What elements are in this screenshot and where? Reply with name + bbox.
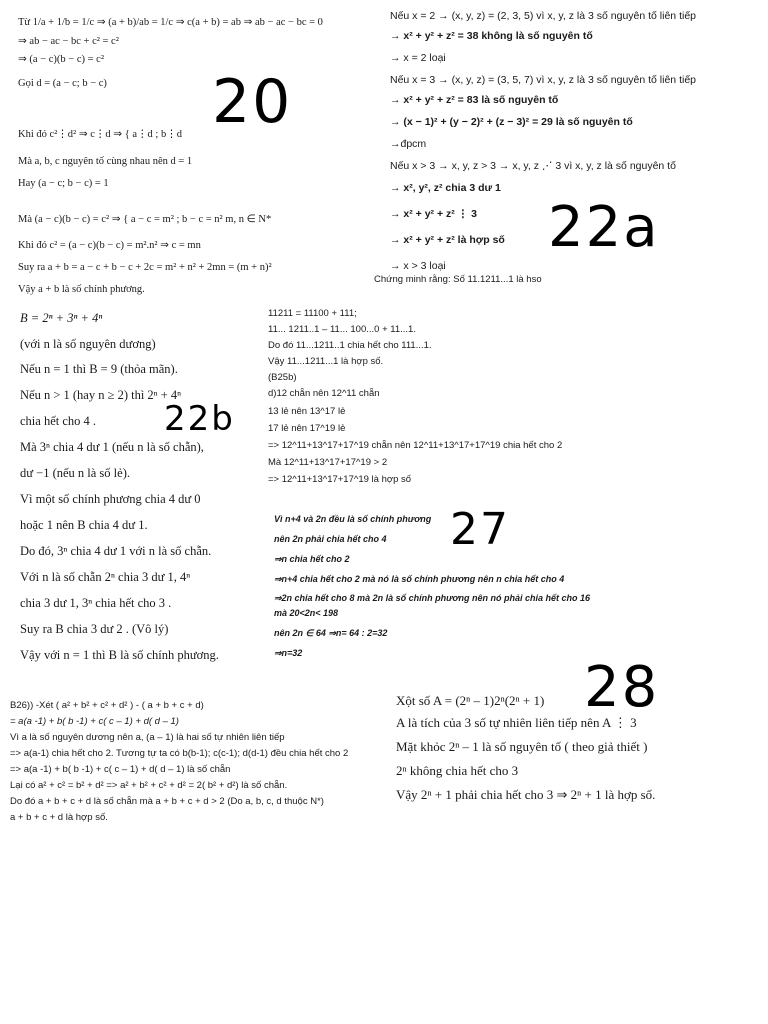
- text-line: Mặt khỏc 2ⁿ – 1 là số nguyên tố ( theo giả thiết ): [396, 740, 648, 754]
- text-line: => 12^11+13^17+17^19 là hợp số: [268, 474, 412, 485]
- solution-20: [18, 10, 378, 302]
- text-line: => a(a -1) + b( b -1) + c( c – 1) + d( d – 1) là số chẵn: [10, 764, 231, 775]
- text-line: ⇒ ab − ac − bc + c² = c²: [18, 36, 119, 47]
- text-line: nên 2n phải chia hết cho 4: [274, 534, 387, 544]
- text-line: Vì n+4 và 2n đều là số chính phương: [274, 514, 432, 524]
- solution-26: [10, 700, 380, 828]
- text-line: → x² + y² + z² là hợp số: [390, 234, 505, 246]
- text-line: (B25b): [268, 372, 297, 383]
- text-line: chia 3 dư 1, 3ⁿ chia hết cho 3 .: [20, 597, 172, 610]
- text-line: 11... 1211..1 – 11... 100...0 + 11...1.: [268, 324, 416, 335]
- text-line: Nếu n = 1 thì B = 9 (thỏa mãn).: [20, 363, 178, 376]
- text-line: chia hết cho 4 .: [20, 415, 97, 428]
- text-line: Vậy 11...1211...1 là hợp số.: [268, 356, 384, 367]
- text-line: 17 lẻ nên 17^19 lẻ: [268, 423, 346, 434]
- solution-25: [268, 308, 758, 491]
- handwritten-label-22b: 22b: [164, 399, 235, 439]
- text-line: → x² + y² + z² = 83 là số nguyên tố: [390, 94, 559, 106]
- text-line: → x², y², z² chia 3 dư 1: [390, 182, 501, 194]
- handwritten-label-27: 27: [450, 504, 510, 555]
- text-line: → x² + y² + z² = 38 không là số nguyên tố: [390, 30, 593, 42]
- text-line: 11211 = 11100 + 111;: [268, 308, 357, 319]
- text-line: → x² + y² + z² ⋮ 3: [390, 208, 477, 220]
- text-line: Lại có a² + c² = b² + d² => a² + b² + c² + d² = 2( b² + d²) là số chẵn.: [10, 780, 288, 791]
- text-line: Hay (a − c; b − c) = 1: [18, 178, 109, 189]
- text-line: → x = 2 loại: [390, 52, 446, 64]
- text-line: Do đó, 3ⁿ chia 4 dư 1 với n là số chẵn.: [20, 545, 212, 558]
- solution-27: [274, 514, 618, 666]
- text-line: Khi đó c² = (a − c)(b − c) = m².n² ⇒ c = mn: [18, 240, 201, 251]
- text-line: Nếu x = 3 → (x, y, z) = (3, 5, 7) vì x, y, z là 3 số nguyên tố liên tiếp: [390, 74, 696, 86]
- text-line: Do đó a + b + c + d là số chẵn mà a + b + c + d > 2 (Do a, b, c, d thuộc N*): [10, 796, 324, 807]
- text-line: Suy ra B chia 3 dư 2 . (Vô lý): [20, 623, 169, 636]
- text-line: A là tích của 3 số tự nhiên liên tiếp nên A ⋮ 3: [396, 716, 637, 730]
- text-line: → (x − 1)² + (y − 2)² + (z − 3)² = 29 là số nguyên tố: [390, 116, 633, 128]
- text-line: dư −1 (nếu n là số lẻ).: [20, 467, 130, 480]
- text-line: ⇒n=32: [274, 648, 303, 658]
- text-line: d)12 chẵn nên 12^11 chẵn: [268, 388, 380, 399]
- text-line: (với n là số nguyên dương): [20, 338, 156, 351]
- text-line: a + b + c + d là hợp số.: [10, 812, 108, 823]
- text-line: ⇒n chia hết cho 2: [274, 554, 350, 564]
- text-line: Từ 1/a + 1/b = 1/c ⇒ (a + b)/ab = 1/c ⇒ c(a + b) = ab ⇒ ab − ac − bc = 0: [18, 17, 323, 28]
- text-line: Vì một số chính phương chia 4 dư 0: [20, 493, 201, 506]
- text-line: Vì a là số nguyên dương nên a, (a – 1) là hai số tự nhiên liên tiếp: [10, 732, 285, 743]
- handwritten-label-22a: 22a: [548, 195, 660, 260]
- text-line: => 12^11+13^17+17^19 chẵn nên 12^11+13^17+17^19 chia hết cho 2: [268, 440, 563, 451]
- proof-statement: Chứng minh rằng: Số 11.1211...1 là hso: [374, 274, 542, 285]
- text-line: Vậy 2ⁿ + 1 phải chia hết cho 3 ⇒ 2ⁿ + 1 là hợp số.: [396, 788, 656, 802]
- text-line: => a(a-1) chia hết cho 2. Tương tự ta có b(b-1); c(c-1); d(d-1) đều chia hết cho 2: [10, 748, 349, 759]
- text-line: = a(a -1) + b( b -1) + c( c – 1) + d( d – 1): [10, 716, 179, 727]
- text-line: ⇒n+4 chia hết cho 2 mà nó là số chính phương nên n chia hết cho 4: [274, 574, 565, 584]
- handwritten-label-20: 20: [212, 67, 293, 137]
- text-line: Nếu x > 3 → x, y, z > 3 → x, y, z ⋰ 3 vì x, y, z là số nguyên tố: [390, 160, 676, 172]
- text-line: hoặc 1 nên B chia 4 dư 1.: [20, 519, 148, 532]
- text-line: Xột số A = (2ⁿ – 1)2ⁿ(2ⁿ + 1): [396, 693, 545, 708]
- text-line: nên 2n ∈ 64 ⇒n= 64 : 2=32: [274, 628, 388, 638]
- text-line: 2ⁿ không chia hết cho 3: [396, 764, 519, 778]
- text-line: →đpcm: [390, 138, 427, 150]
- handwritten-label-28: 28: [584, 655, 660, 720]
- text-line: mà 20<2n< 198: [274, 608, 339, 618]
- text-line: Mà 12^11+13^17+17^19 > 2: [268, 457, 388, 468]
- text-line: Nếu n > 1 (hay n ≥ 2) thì 2ⁿ + 4ⁿ: [20, 389, 182, 402]
- text-line: Mà (a − c)(b − c) = c² ⇒ { a − c = m² ; b − c = n² m, n ∈ N*: [18, 214, 272, 225]
- text-line: Nếu x = 2 → (x, y, z) = (2, 3, 5) vì x, y, z là 3 số nguyên tố liên tiếp: [390, 10, 696, 22]
- text-line: Vậy a + b là số chính phương.: [18, 284, 145, 295]
- text-line: Mà a, b, c nguyên tố cùng nhau nên d = 1: [18, 156, 193, 167]
- text-line: B26)) -Xét ( a² + b² + c² + d² ) - ( a + b + c + d): [10, 700, 204, 711]
- solution-22b: [20, 312, 268, 675]
- text-line: → x > 3 loại: [390, 260, 446, 272]
- text-line: Với n là số chẵn 2ⁿ chia 3 dư 1, 4ⁿ: [20, 571, 191, 584]
- text-line: Do đó 11...1211..1 chia hết cho 111...1.: [268, 340, 432, 351]
- text-line: Suy ra a + b = a − c + b − c + 2c = m² + n² + 2mn = (m + n)²: [18, 262, 272, 273]
- text-line: Mà 3ⁿ chia 4 dư 1 (nếu n là số chẵn),: [20, 441, 204, 454]
- text-line: Khi đó c²⋮d² ⇒ c⋮d ⇒ { a⋮d ; b⋮d: [18, 129, 182, 140]
- text-line: Vậy với n = 1 thì B là số chính phương.: [20, 649, 219, 662]
- solution-28: [396, 686, 756, 812]
- text-line: Gọi d = (a − c; b − c): [18, 78, 107, 89]
- text-line: ⇒ (a − c)(b − c) = c²: [18, 54, 104, 65]
- text-line: B = 2ⁿ + 3ⁿ + 4ⁿ: [20, 312, 103, 325]
- text-line: 13 lẻ nên 13^17 lẻ: [268, 406, 346, 417]
- text-line: ⇒2n chia hết cho 8 mà 2n là số chính phương nên nó phải chia hết cho 16: [274, 593, 591, 603]
